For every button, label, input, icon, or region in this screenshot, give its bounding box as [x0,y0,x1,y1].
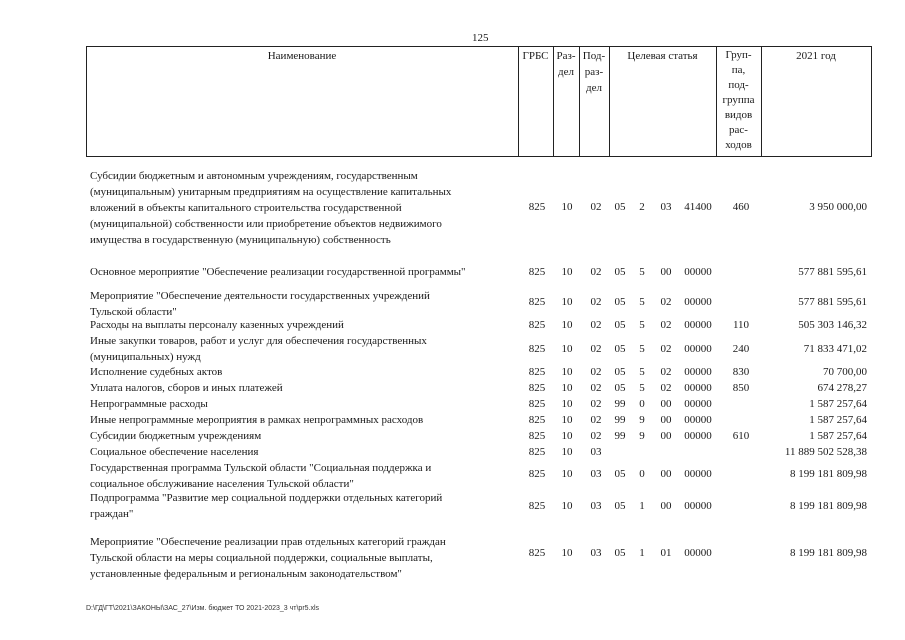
row-code-c3: 02 [660,366,672,378]
row-name-line: социальное обслуживание населения Тульской области" [90,478,354,490]
row-name-line: Субсидии бюджетным и автономным учреждениям, государственным [90,170,418,182]
row-code-podrazdel: 02 [590,296,602,308]
row-code-c2: 1 [639,500,645,512]
row-code-c4: 41400 [684,201,712,213]
row-code-c3: 02 [660,296,672,308]
row-code-c1: 99 [614,430,626,442]
page-number: 125 [472,32,489,44]
row-name [90,317,515,333]
header-bottom-border [86,156,872,157]
row-code-c1: 99 [614,414,626,426]
row-amount: 8 199 181 809,98 [790,500,867,512]
row-code-grbs: 825 [528,446,546,458]
row-name-line: Уплата налогов, сборов и иных платежей [90,382,283,394]
row-name-line: Непрограммные расходы [90,398,208,410]
row-name [90,412,515,428]
row-code-razdel: 10 [561,266,573,278]
header-podrazdel: Под- раз- дел [582,50,606,94]
row-code-podrazdel: 02 [590,414,602,426]
row-code-podrazdel: 02 [590,382,602,394]
row-code-c2: 1 [639,547,645,559]
row-code-razdel: 10 [561,468,573,480]
header-grbs: ГРБС [522,50,549,62]
row-amount: 3 950 000,00 [809,201,867,213]
row-code-podrazdel: 03 [590,500,602,512]
row-code-podrazdel: 02 [590,343,602,355]
row-code-c3: 02 [660,319,672,331]
row-amount: 8 199 181 809,98 [790,547,867,559]
row-code-podrazdel: 03 [590,547,602,559]
row-code-vid: 830 [732,366,750,378]
row-code-podrazdel: 02 [590,319,602,331]
row-name-line: Тульской области на меры социальной поддержки, социальные выплаты, [90,552,433,564]
row-code-razdel: 10 [561,414,573,426]
row-code-c2: 9 [639,414,645,426]
row-code-c3: 01 [660,547,672,559]
row-code-vid: 850 [732,382,750,394]
row-code-grbs: 825 [528,296,546,308]
row-code-c3: 02 [660,382,672,394]
row-code-c3: 00 [660,468,672,480]
row-code-c1: 05 [614,319,626,331]
row-code-razdel: 10 [561,201,573,213]
row-name-line: Мероприятие "Обеспечение реализации прав отдельных категорий граждан [90,536,446,548]
row-name-line: имущества в государственную (муниципальную) собственность [90,234,391,246]
row-code-c2: 5 [639,296,645,308]
row-code-c1: 05 [614,201,626,213]
row-code-podrazdel: 02 [590,201,602,213]
row-code-razdel: 10 [561,382,573,394]
row-name-line: (муниципальным) унитарным предприятиям на осуществление капитальных [90,186,452,198]
row-code-c4: 00000 [684,414,712,426]
row-code-razdel: 10 [561,446,573,458]
row-name [90,380,515,396]
row-code-c1: 05 [614,547,626,559]
row-name [90,460,515,492]
row-amount: 577 881 595,61 [798,266,867,278]
row-amount: 11 889 502 528,38 [784,446,867,458]
row-code-c4: 00000 [684,500,712,512]
row-code-razdel: 10 [561,547,573,559]
row-code-c2: 2 [639,201,645,213]
row-name-line: (муниципальной) собственности или приобретение объектов недвижимого [90,218,442,230]
row-code-c2: 5 [639,366,645,378]
row-name-line: Основное мероприятие "Обеспечение реализации государственной программы" [90,266,466,278]
row-code-grbs: 825 [528,366,546,378]
row-name [90,288,515,320]
row-code-razdel: 10 [561,500,573,512]
row-code-vid: 610 [732,430,750,442]
header-name: Наименование [267,50,337,62]
row-name [90,490,515,522]
row-code-podrazdel: 03 [590,446,602,458]
row-amount: 505 303 146,32 [798,319,867,331]
row-code-podrazdel: 02 [590,366,602,378]
row-name [90,264,515,280]
row-name-line: Иные непрограммные мероприятия в рамках непрограммных расходов [90,414,424,426]
row-code-c2: 5 [639,266,645,278]
row-code-c1: 05 [614,296,626,308]
row-code-c3: 00 [660,266,672,278]
row-code-c3: 00 [660,430,672,442]
row-code-grbs: 825 [528,468,546,480]
row-code-vid: 110 [732,319,750,331]
row-code-c4: 00000 [684,430,712,442]
header-divider [871,46,872,157]
row-code-c2: 0 [639,398,645,410]
row-name-line: Субсидии бюджетным учреждениям [90,430,262,442]
row-name-line: (муниципальных) нужд [90,351,201,363]
row-name-line: Мероприятие "Обеспечение деятельности государственных учреждений [90,290,430,302]
row-name-line: Государственная программа Тульской области "Социальная поддержка и [90,462,432,474]
row-name [90,168,515,248]
row-code-c2: 5 [639,343,645,355]
row-code-c4: 00000 [684,547,712,559]
row-code-podrazdel: 02 [590,430,602,442]
row-code-c3: 02 [660,343,672,355]
row-code-grbs: 825 [528,500,546,512]
row-code-c4: 00000 [684,266,712,278]
row-code-grbs: 825 [528,398,546,410]
row-code-grbs: 825 [528,319,546,331]
row-code-c3: 00 [660,398,672,410]
row-code-grbs: 825 [528,343,546,355]
row-code-podrazdel: 02 [590,266,602,278]
row-code-c2: 9 [639,430,645,442]
row-amount: 577 881 595,61 [798,296,867,308]
row-code-c3: 00 [660,500,672,512]
row-code-c4: 00000 [684,382,712,394]
row-code-c2: 5 [639,382,645,394]
row-code-podrazdel: 03 [590,468,602,480]
row-amount: 71 833 471,02 [803,343,867,355]
row-code-grbs: 825 [528,414,546,426]
row-code-c1: 05 [614,500,626,512]
header-year: 2021 год [796,50,836,62]
row-code-grbs: 825 [528,547,546,559]
row-amount: 1 587 257,64 [809,430,867,442]
row-name-line: Подпрограмма "Развитие мер социальной поддержки отдельных категорий [90,492,443,504]
row-code-c1: 05 [614,366,626,378]
row-code-razdel: 10 [561,398,573,410]
row-name [90,534,515,582]
row-code-c4: 00000 [684,398,712,410]
header-target-article: Целевая статья [627,50,698,62]
row-code-c4: 00000 [684,468,712,480]
row-amount: 1 587 257,64 [809,414,867,426]
row-code-c4: 00000 [684,296,712,308]
row-code-razdel: 10 [561,296,573,308]
row-code-vid: 460 [732,201,750,213]
row-name-line: Тульской области" [90,306,177,318]
row-name [90,364,515,380]
row-amount: 8 199 181 809,98 [790,468,867,480]
row-name [90,333,515,365]
header-expense-group: Груп- па, под- группа видов рас- ходов [722,49,755,151]
row-name [90,396,515,412]
file-path-footer: D:\ГД\ГТ\2021\ЗАКОНЫ\ЗАС_27\Изм. бюджет ТО 2021-2023_3 чт\pr5.xls [86,605,320,612]
row-code-razdel: 10 [561,343,573,355]
row-name-line: установленные федеральным и региональным законодательством" [90,568,402,580]
row-code-c4: 00000 [684,343,712,355]
row-name-line: граждан" [90,508,134,520]
row-code-c1: 05 [614,382,626,394]
row-code-c1: 05 [614,468,626,480]
row-name [90,428,515,444]
row-amount: 1 587 257,64 [809,398,867,410]
row-code-c1: 05 [614,343,626,355]
row-code-c1: 99 [614,398,626,410]
row-code-razdel: 10 [561,430,573,442]
row-code-c2: 5 [639,319,645,331]
row-code-razdel: 10 [561,366,573,378]
row-code-c3: 00 [660,414,672,426]
row-code-grbs: 825 [528,266,546,278]
row-code-razdel: 10 [561,319,573,331]
row-code-grbs: 825 [528,430,546,442]
header-top-border [86,46,872,47]
row-name-line: вложений в объекты капитального строительства государственной [90,202,402,214]
row-code-podrazdel: 02 [590,398,602,410]
row-code-c4: 00000 [684,319,712,331]
row-code-c4: 00000 [684,366,712,378]
row-name [90,444,515,460]
row-amount: 674 278,27 [817,382,867,394]
row-code-grbs: 825 [528,201,546,213]
row-code-grbs: 825 [528,382,546,394]
row-name-line: Социальное обеспечение населения [90,446,259,458]
row-code-vid: 240 [732,343,750,355]
row-name-line: Расходы на выплаты персоналу казенных учреждений [90,319,344,331]
row-code-c1: 05 [614,266,626,278]
row-code-c3: 03 [660,201,672,213]
row-name-line: Исполнение судебных актов [90,366,223,378]
row-code-c2: 0 [639,468,645,480]
row-name-line: Иные закупки товаров, работ и услуг для обеспечения государственных [90,335,427,347]
header-razdel: Раз- дел [556,50,576,78]
row-amount: 70 700,00 [823,366,867,378]
